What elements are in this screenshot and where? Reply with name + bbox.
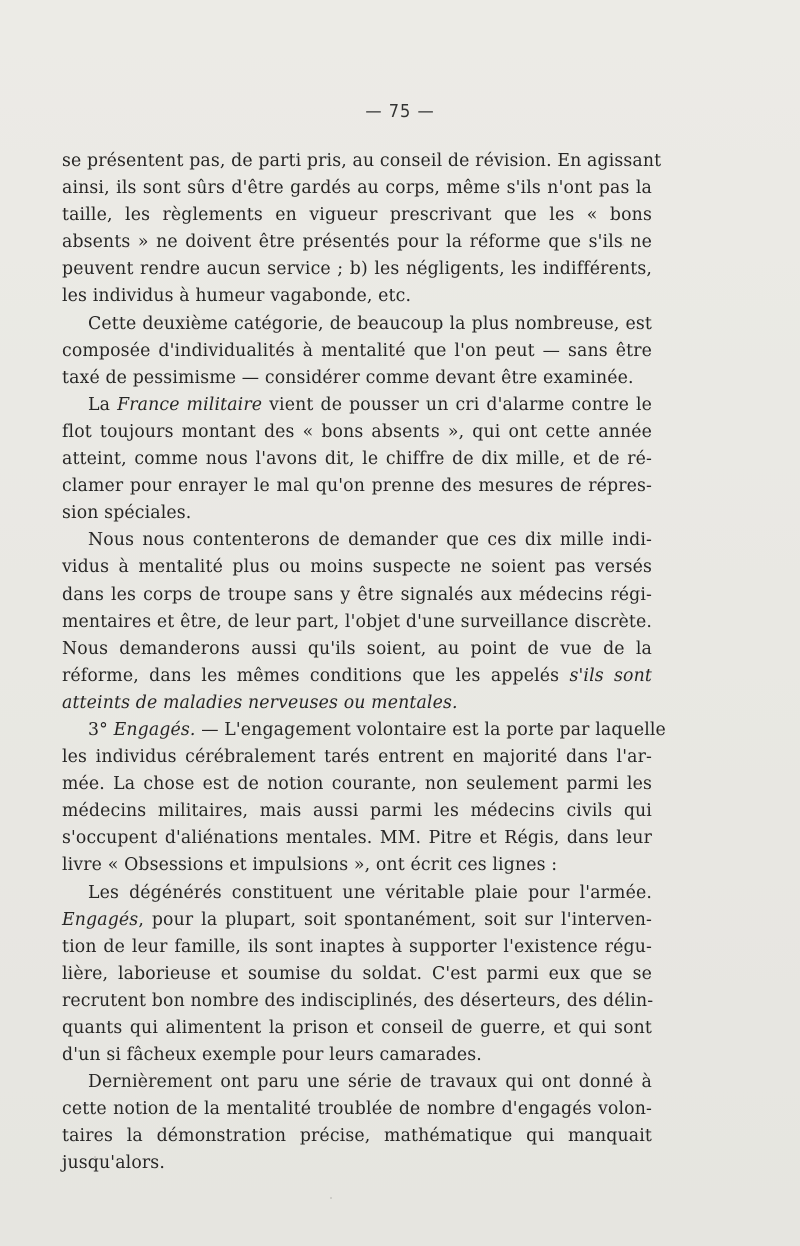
text-line: médecins militaires, mais aussi parmi les médecins civils qui xyxy=(62,801,652,822)
text-line: ainsi, ils sont sûrs d'être gardés au corps, même s'ils n'ont pas la xyxy=(62,178,652,199)
text-line: livre « Obsessions et impulsions », ont écrit ces lignes : xyxy=(62,855,558,876)
text-line: taxé de pessimisme — considérer comme devant être examinée. xyxy=(62,367,634,388)
text-line: clamer pour enrayer le mal qu'on prenne des mesures de répres- xyxy=(62,476,652,497)
text-line: réforme, dans les mêmes conditions que les appelés s'ils sont xyxy=(62,665,652,686)
text-line: d'un si fâcheux exemple pour leurs camarades. xyxy=(62,1045,482,1066)
text-line: Nous demanderons aussi qu'ils soient, au point de vue de la xyxy=(62,638,652,659)
paragraph-start-line: Cette deuxième catégorie, de beaucoup la plus nombreuse, est xyxy=(88,313,652,334)
text-line: taille, les règlements en vigueur prescrivant que les « bons xyxy=(62,205,652,226)
text-line: peuvent rendre aucun service ; b) les négligents, les indifférents, xyxy=(62,259,652,280)
text-line: absents » ne doivent être présentés pour la réforme que s'ils ne xyxy=(62,232,652,253)
text-line: flot toujours montant des « bons absents », qui ont cette année xyxy=(62,421,652,442)
paper-speck xyxy=(94,1156,96,1158)
paper-speck xyxy=(330,1197,332,1199)
paragraph-start-line: 3° Engagés. — L'engagement volontaire est la porte par laquelle xyxy=(88,719,666,740)
paragraph-start-line: Les dégénérés constituent une véritable plaie pour l'armée. xyxy=(88,882,652,903)
text-line: s'occupent d'aliénations mentales. MM. Pitre et Régis, dans leur xyxy=(62,828,652,849)
page-number: — 75 — xyxy=(365,101,435,122)
text-line: mentaires et être, de leur part, l'objet d'une surveillance discrète. xyxy=(62,611,652,632)
text-line: atteint, comme nous l'avons dit, le chiffre de dix mille, et de ré- xyxy=(62,449,652,470)
text-line: les individus à humeur vagabonde, etc. xyxy=(62,286,412,307)
paragraph-start-line: La France militaire vient de pousser un cri d'alarme contre le xyxy=(88,394,652,415)
italic-title: France militaire xyxy=(117,394,263,415)
text-line: quants qui alimentent la prison et conseil de guerre, et qui sont xyxy=(62,1018,652,1038)
text-line: recrutent bon nombre des indisciplinés, des déserteurs, des délin- xyxy=(62,990,654,1011)
text-line: mée. La chose est de notion courante, non seulement parmi les xyxy=(62,774,652,795)
text-line: tion de leur famille, ils sont inaptes à supporter l'existence régu- xyxy=(62,936,652,957)
paper-speck xyxy=(622,244,624,246)
text-line: cette notion de la mentalité troublée de nombre d'engagés volon- xyxy=(62,1099,652,1120)
text-line: se présentent pas, de parti pris, au conseil de révision. En agissant xyxy=(62,151,662,171)
text-line: composée d'individualités à mentalité que l'on peut — sans être xyxy=(62,340,652,361)
body-text xyxy=(62,148,666,1178)
italic-phrase: atteints de maladies nerveuses ou mentales. xyxy=(62,692,458,713)
text-line: taires la démonstration précise, mathématique qui manquait xyxy=(62,1126,652,1147)
italic-word: Engagés xyxy=(62,909,139,930)
text-line: jusqu'alors. xyxy=(62,1153,165,1174)
text-line: sion spéciales. xyxy=(62,503,192,524)
text-line: lière, laborieuse et soumise du soldat. C'est parmi eux que se xyxy=(62,963,652,984)
text-line: Engagés, pour la plupart, soit spontanément, soit sur l'interven- xyxy=(62,909,652,930)
paragraph-start-line: Nous nous contenterons de demander que ces dix mille indi- xyxy=(88,530,652,551)
italic-heading: Engagés. xyxy=(113,719,196,740)
text-line: les individus cérébralement tarés entrent en majorité dans l'ar- xyxy=(62,747,652,768)
text-line: dans les corps de troupe sans y être signalés aux médecins régi- xyxy=(62,584,652,605)
paragraph-start-line: Dernièrement ont paru une série de travaux qui ont donné à xyxy=(88,1072,652,1093)
text-line: vidus à mentalité plus ou moins suspecte ne soient pas versés xyxy=(62,557,652,578)
text-line xyxy=(62,690,652,717)
italic-phrase: s'ils sont xyxy=(569,665,652,686)
